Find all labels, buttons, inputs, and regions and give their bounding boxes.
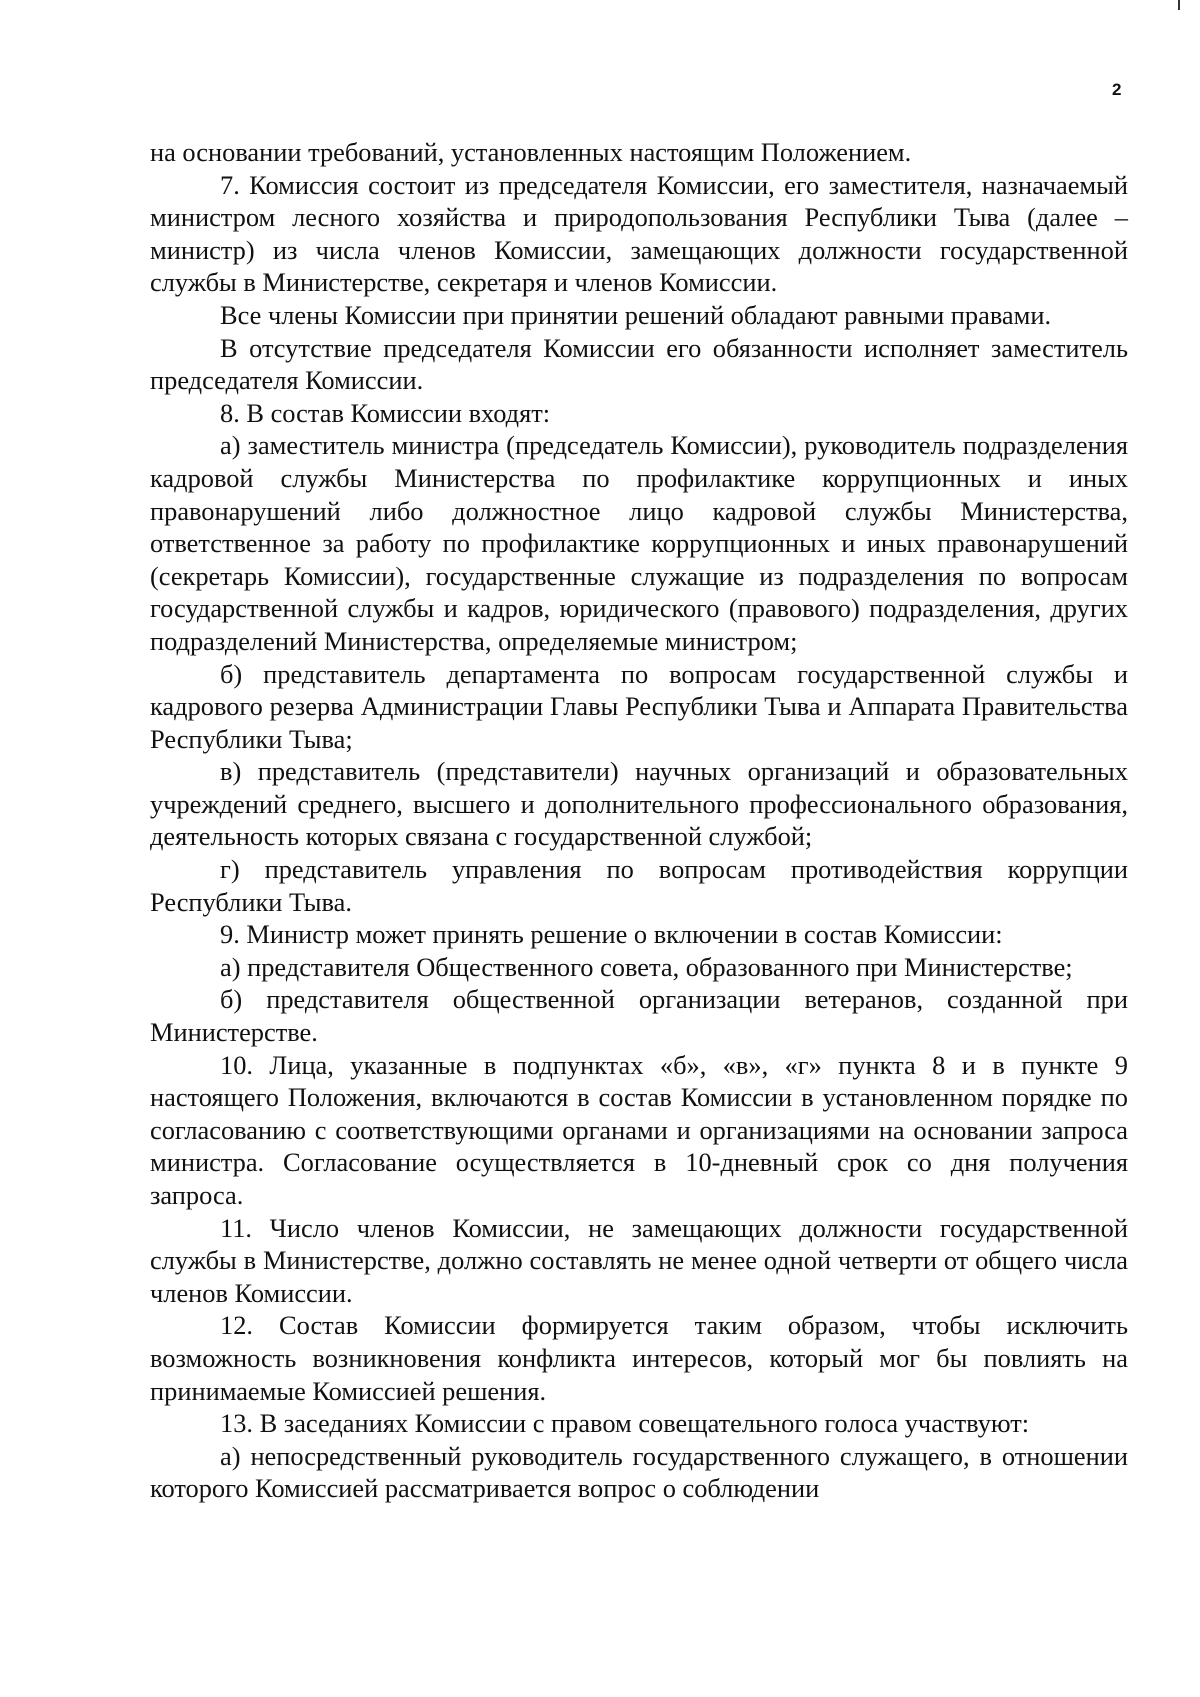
paragraph: в) представитель (представители) научных организаций и образовательных учреждений среднего, высшего и дополнительного профессионального образования, деятельность которых связана с государственной службой; — [150, 756, 1128, 852]
paragraph: а) представителя Общественного совета, образованного при Министерстве; — [220, 951, 1073, 982]
paragraph: 12. Состав Комиссии формируется таким образом, чтобы исключить возможность возникновения конфликта интересов, который мог бы повлиять на принимаемые Комиссией решения. — [150, 1310, 1128, 1406]
paragraph: б) представитель департамента по вопросам государственной службы и кадрового резерва Администрации Главы Республики Тыва и Аппарата Правительства Республики Тыва; — [150, 658, 1128, 754]
paragraph: 7. Комиссия состоит из председателя Комиссии, его заместителя, назначаемый министром лесного хозяйства и природопользования Республики Тыва (далее – министр) из числа членов Комиссии, замещающих должности государственной службы в Министерстве, секретаря и членов Комиссии. — [150, 169, 1128, 298]
paragraph: 9. Министр может принять решение о включении в состав Комиссии: — [220, 919, 1003, 950]
paragraph: 13. В заседаниях Комиссии с правом совещательного голоса участвуют: — [220, 1408, 1030, 1439]
paragraph: Все члены Комиссии при принятии решений обладают равными правами. — [220, 299, 1052, 330]
paragraph: 8. В состав Комиссии входят: — [220, 397, 551, 428]
document-body — [150, 136, 1128, 1505]
scan-edge-mark — [1178, 0, 1180, 10]
paragraph: г) представитель управления по вопросам противодействия коррупции Республики Тыва. — [150, 854, 1128, 917]
paragraph: б) представителя общественной организации ветеранов, созданной при Министерстве. — [150, 984, 1128, 1048]
paragraph: 11. Число членов Комиссии, не замещающих должности государственной службы в Министерстве, должно составлять не менее одной четверти от общего числа членов Комиссии. — [150, 1212, 1128, 1308]
paragraph: а) заместитель министра (председатель Комиссии), руководитель подразделения кадровой службы Министерства по профилактике коррупционных и иных правонарушений либо должностное лицо кадровой службы Министерства, ответственное за работу по профилактике коррупционных и иных правонарушений (секретарь Комиссии), государственные служащие из подразделения по вопросам государственной службы и кадров, юридического (правового) подразделения, других подразделений Министерства, определяемые министром; — [150, 430, 1128, 656]
paragraph: а) непосредственный руководитель государственного служащего, в отношении которого Комиссией рассматривается вопрос о соблюдении — [150, 1440, 1128, 1504]
page-number: 2 — [1112, 80, 1122, 99]
paragraph: В отсутствие председателя Комиссии его обязанности исполняет заместитель председателя Комиссии. — [150, 332, 1128, 396]
paragraph: на основании требований, установленных настоящим Положением. — [150, 137, 912, 167]
paragraph: 10. Лица, указанные в подпунктах «б», «в», «г» пункта 8 и в пункте 9 настоящего Положения, включаются в состав Комиссии в установленном порядке по согласованию с соответствующими органами и организациями на основании запроса министра. Согласование осуществляется в 10-дневный срок со дня получения запроса. — [150, 1049, 1128, 1210]
